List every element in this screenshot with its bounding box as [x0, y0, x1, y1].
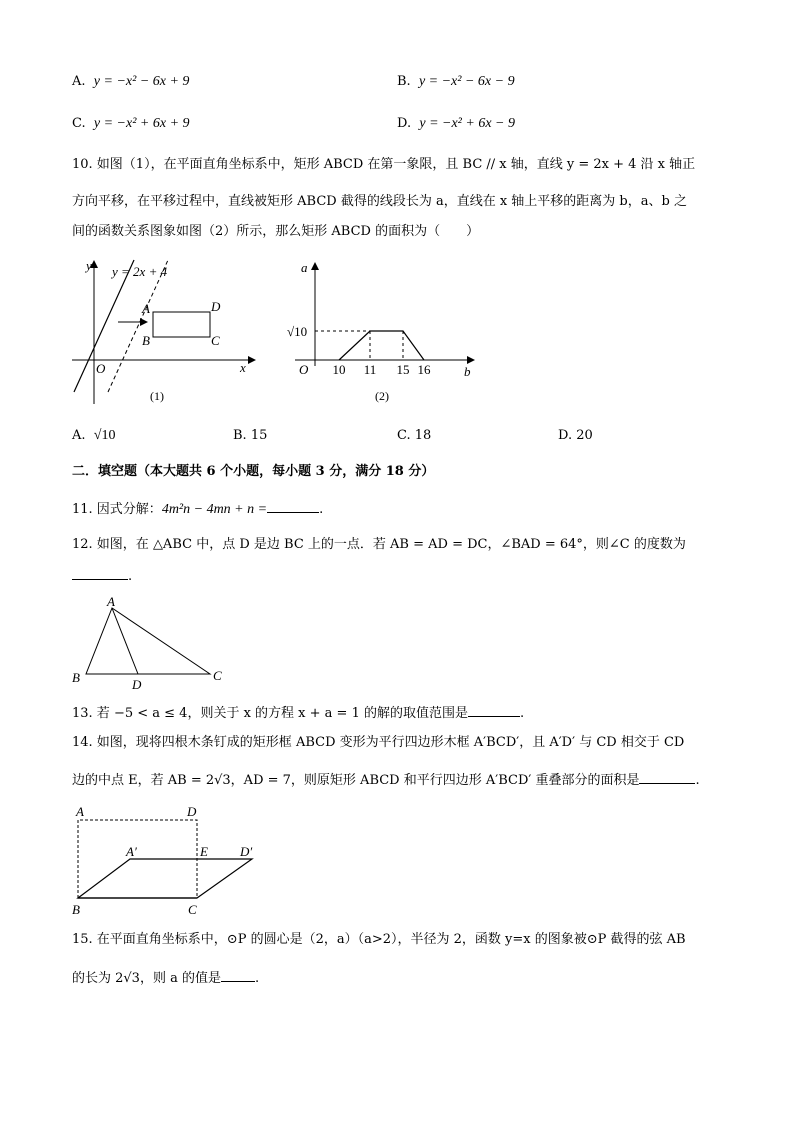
point-d-label: D — [211, 299, 221, 314]
q14-line-1: 14. 如图，现将四根木条钉成的矩形框 ABCD 变形为平行四边形木框 A′BCD′，且 A′D′ 与 CD 相交于 CD — [72, 735, 685, 750]
b-tick-16: 16 — [417, 362, 431, 377]
y-axis-label: y — [86, 258, 92, 273]
q10-figure-1 — [68, 256, 260, 408]
q13-suffix: . — [519, 706, 525, 721]
option-label: A. — [72, 428, 86, 443]
origin-label: O — [96, 361, 106, 376]
option-label: C. — [72, 116, 86, 131]
q10-line-2: 方向平移，在平移过程中，直线被矩形 ABCD 截得的线段长为 a，直线在 x 轴上平移的距离为 b，a、b 之 — [72, 194, 687, 209]
q10-option-a — [72, 426, 115, 446]
q10-option-b — [233, 426, 267, 446]
section-2-title: 二．填空题（本大题共 6 个小题，每小题 3 分，满分 18 分） — [72, 464, 435, 479]
point-b-label: B — [72, 902, 80, 917]
point-d-prime-label: D′ — [240, 844, 253, 859]
x-axis-label: x — [240, 360, 246, 375]
figure-caption: (1) — [150, 389, 164, 403]
q12-triangle-figure — [68, 594, 238, 694]
option-value: √10 — [93, 428, 116, 443]
q14-suffix: . — [695, 773, 700, 788]
q9-option-a — [72, 72, 189, 92]
q11-expression: 4m²n − 4mn + n = — [161, 502, 268, 517]
b-tick-15: 15 — [396, 362, 410, 377]
option-expression: y = −x² + 6x + 9 — [93, 116, 190, 131]
option-value: 18 — [414, 428, 432, 443]
point-c-label: C — [211, 333, 220, 348]
q13-text: 13. 若 −5 < a ≤ 4，则关于 x 的方程 x + a = 1 的解的取值范围是 — [72, 706, 468, 721]
option-label: B. — [233, 428, 247, 443]
b-axis-arrow-icon — [467, 356, 475, 364]
q15-line-2 — [72, 967, 259, 989]
translation-arrow-icon — [140, 318, 148, 326]
line-label: y = 2x + 4 — [112, 264, 168, 279]
point-a-label: A — [76, 804, 84, 819]
q15-suffix: . — [254, 971, 260, 986]
q14-line-2 — [72, 769, 700, 791]
point-b-label: B — [142, 333, 150, 348]
option-label: C. — [397, 428, 411, 443]
q11-prefix: 11. 因式分解： — [72, 502, 162, 517]
a-axis-arrow-icon — [311, 262, 319, 270]
point-a-prime-label: A′ — [126, 844, 137, 859]
segment-ad — [112, 608, 138, 674]
q10-figure-2 — [283, 256, 483, 408]
option-expression: y = −x² + 6x − 9 — [419, 116, 515, 131]
q15-text: 的长为 2√3，则 a 的值是 — [72, 971, 221, 986]
point-c-label: C — [213, 668, 222, 683]
option-value: 15 — [250, 428, 268, 443]
point-a-label: A — [142, 301, 150, 316]
x-axis-arrow-icon — [248, 356, 256, 364]
q10-line-3: 间的函数关系图象如图（2）所示，那么矩形 ABCD 的面积为（ ） — [72, 224, 480, 239]
rectangle-abcd — [153, 312, 210, 337]
triangle-abc — [86, 608, 210, 674]
option-value: 20 — [576, 428, 593, 443]
parallelogram-a2bcd2 — [78, 859, 252, 898]
q15-line-1: 15. 在平面直角坐标系中，⊙P 的圆心是（2，a）（a>2），半径为 2，函数 y=x 的图象被⊙P 截得的弦 AB — [72, 932, 686, 947]
q10-option-c — [397, 426, 431, 446]
q13 — [72, 702, 524, 724]
q10-line-1: 10. 如图（1），在平面直角坐标系中，矩形 ABCD 在第一象限，且 BC // x 轴，直线 y = 2x + 4 沿 x 轴正 — [72, 157, 696, 172]
point-b-label: B — [72, 670, 80, 685]
option-label: D. — [397, 116, 412, 131]
option-label: A. — [72, 74, 86, 89]
figure-caption: (2) — [375, 389, 389, 403]
q14-text: 边的中点 E，若 AB = 2√3，AD = 7，则原矩形 ABCD 和平行四边形 A′BCD′ 重叠部分的面积是 — [72, 773, 640, 788]
a-axis-label: a — [301, 260, 308, 275]
function-graph — [339, 331, 424, 360]
origin-label: O — [299, 362, 309, 377]
q15-answer-blank[interactable] — [221, 967, 255, 982]
q12-answer-blank[interactable] — [72, 565, 128, 580]
a-tick-sqrt10: √10 — [287, 324, 308, 339]
b-tick-11: 11 — [363, 362, 377, 377]
b-axis-label: b — [464, 364, 471, 379]
q13-answer-blank[interactable] — [468, 702, 520, 717]
point-d-label: D — [132, 677, 142, 692]
q9-option-c — [72, 114, 190, 134]
q9-option-b — [397, 72, 515, 92]
q12-line-2 — [72, 565, 132, 587]
b-tick-10: 10 — [332, 362, 346, 377]
q9-option-d — [397, 114, 515, 134]
translated-line — [108, 260, 168, 392]
point-c-label: C — [188, 902, 197, 917]
option-label: D. — [558, 428, 573, 443]
option-expression: y = −x² − 6x − 9 — [418, 74, 515, 89]
q11-answer-blank[interactable] — [267, 498, 319, 513]
q14-answer-blank[interactable] — [639, 769, 695, 784]
point-e-label: E — [200, 844, 208, 859]
q12-line-1: 12. 如图，在 △ABC 中，点 D 是边 BC 上的一点．若 AB = AD = DC，∠BAD = 64°，则∠C 的度数为 — [72, 537, 686, 552]
q10-option-d — [558, 426, 593, 446]
q11 — [72, 498, 323, 520]
option-expression: y = −x² − 6x + 9 — [93, 74, 190, 89]
option-label: B. — [397, 74, 411, 89]
point-d-label: D — [187, 804, 197, 819]
q14-figure — [68, 800, 278, 920]
q11-suffix: . — [319, 502, 324, 517]
point-a-label: A — [107, 594, 115, 609]
q12-suffix: . — [128, 569, 133, 584]
